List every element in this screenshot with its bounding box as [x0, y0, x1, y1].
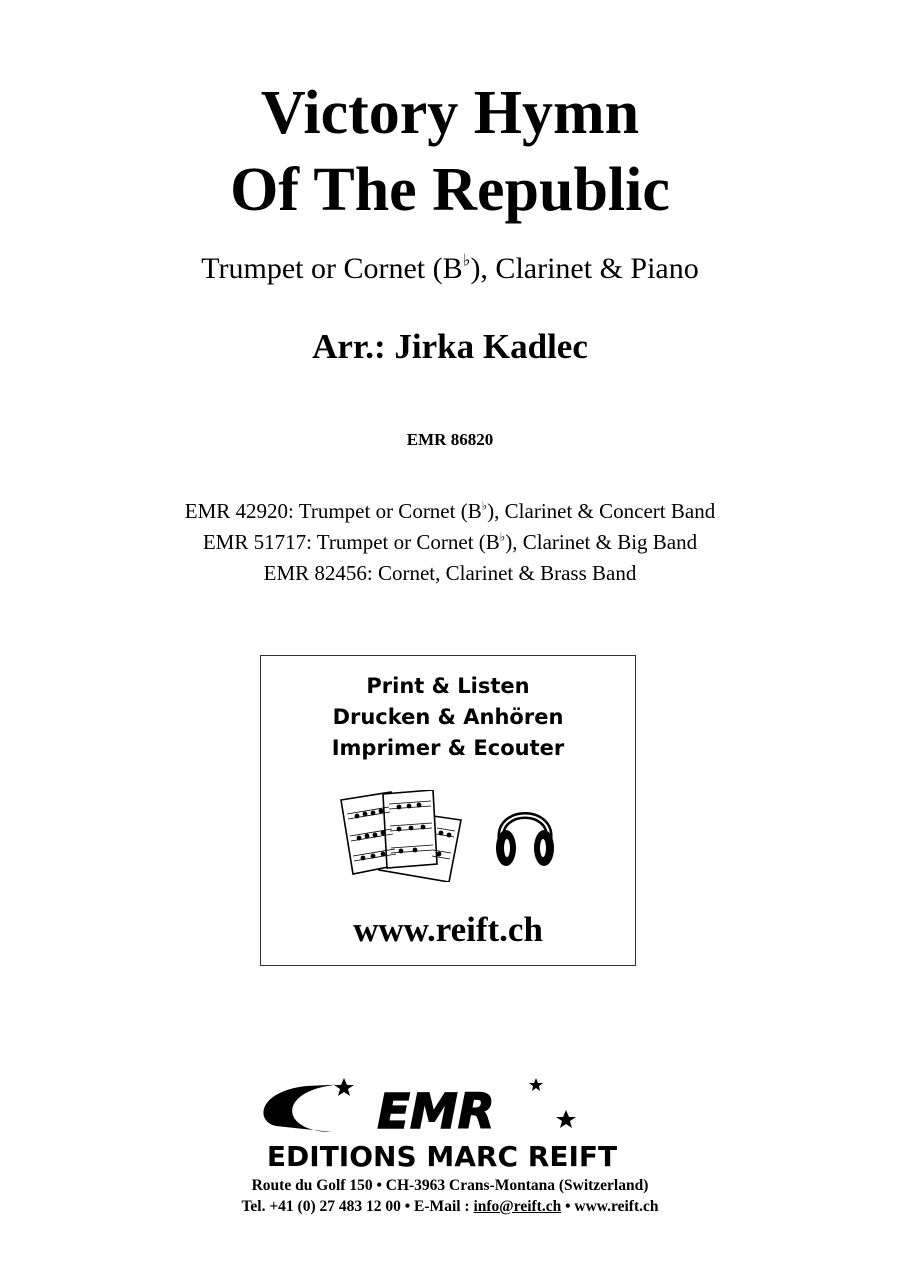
print-listen-website[interactable]: www.reift.ch	[353, 910, 543, 949]
other-edition-part-2: ), Clarinet & Concert Band	[487, 499, 716, 523]
print-listen-fr: Imprimer & Ecouter	[331, 736, 565, 760]
flat-sign: ♭	[462, 250, 471, 270]
other-edition-part-1: EMR 42920: Trumpet or Cornet (B	[184, 499, 482, 523]
other-edition: EMR 82456: Cornet, Clarinet & Brass Band	[263, 561, 637, 585]
publisher-email-link[interactable]: info@reift.ch	[473, 1198, 562, 1215]
publisher-website[interactable]: • www.reift.ch	[561, 1198, 659, 1215]
flat-sign: ♭	[481, 500, 488, 513]
flat-sign: ♭	[499, 531, 506, 544]
other-edition	[0, 501, 900, 522]
other-edition-part-2: ), Clarinet & Big Band	[505, 530, 698, 554]
title-line-2: Of The Republic	[230, 156, 670, 224]
other-edition	[0, 532, 900, 553]
print-listen-en: Print & Listen	[366, 674, 530, 698]
publisher-contact	[0, 1199, 900, 1215]
print-listen-box	[260, 655, 636, 966]
publisher-phone: Tel. +41 (0) 27 483 12 00 • E-Mail :	[241, 1198, 474, 1215]
print-listen-de: Drucken & Anhören	[332, 705, 564, 729]
publisher-name: EDITIONS MARC REIFT	[266, 1140, 618, 1173]
sheet-music-icon	[339, 790, 469, 882]
catalog-number: EMR 86820	[406, 430, 494, 449]
instrumentation	[0, 250, 900, 285]
publisher-address: Route du Golf 150 • CH-3963 Crans-Montana (Switzerland)	[251, 1177, 649, 1194]
title-line-1: Victory Hymn	[260, 79, 640, 147]
emr-logo-text: EMR	[377, 1084, 495, 1140]
headphones-icon	[494, 796, 556, 872]
emr-logo	[236, 1074, 676, 1174]
instrumentation-part-1: Trumpet or Cornet (B	[201, 252, 463, 285]
arranger: Arr.: Jirka Kadlec	[312, 327, 588, 366]
instrumentation-part-2: ), Clarinet & Piano	[470, 252, 699, 285]
other-edition-part-1: EMR 51717: Trumpet or Cornet (B	[202, 530, 500, 554]
